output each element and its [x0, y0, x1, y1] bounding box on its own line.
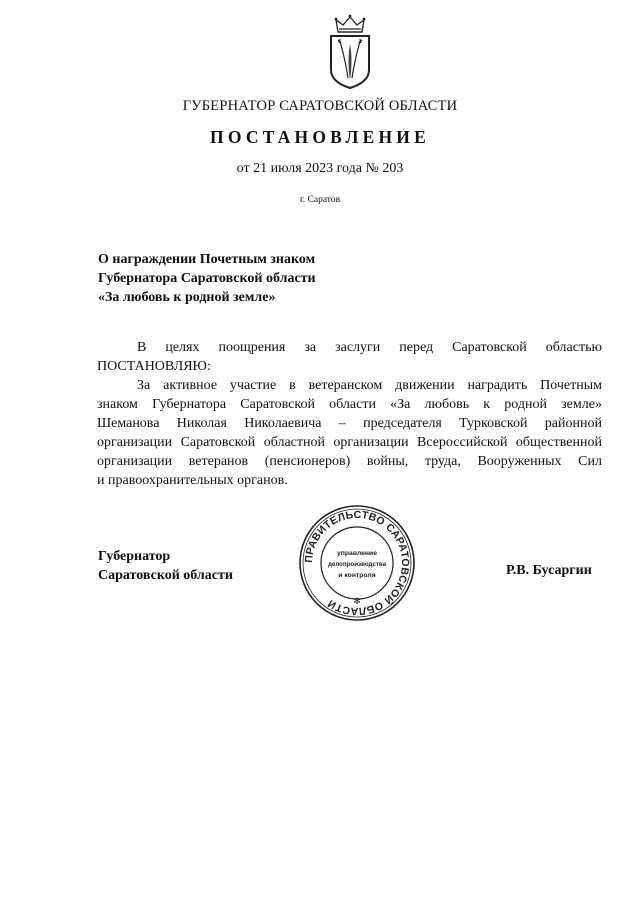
body-word: «За	[390, 397, 411, 412]
body-word: организации	[97, 435, 173, 450]
body-word: областной	[263, 435, 325, 450]
body-line	[97, 376, 602, 395]
body-word: движении	[395, 378, 455, 393]
body-word: Николаевича	[244, 416, 322, 431]
body-word: целях	[165, 340, 200, 355]
body-word: за	[304, 340, 317, 355]
body-word: ветеранском	[308, 378, 383, 393]
body-word: к	[483, 397, 491, 412]
body-word: (пенсионеров)	[264, 454, 351, 469]
body-word: участие	[229, 378, 277, 393]
svg-text:и контроля: и контроля	[338, 572, 376, 579]
body-word: Сил	[578, 454, 602, 469]
issuer-title: ГУБЕРНАТОР САРАТОВСКОЙ ОБЛАСТИ	[182, 98, 458, 114]
body-word: председателя	[363, 416, 442, 431]
document-date-number: от 21 июля 2023 года № 203	[236, 161, 404, 176]
svg-text:управление: управление	[337, 550, 377, 557]
svg-text:делопроизводства: делопроизводства	[327, 561, 387, 568]
body-line	[97, 433, 602, 452]
body-word: Почетным	[540, 378, 602, 393]
body-word: Шеманова	[97, 416, 160, 431]
body-word: общественной	[515, 435, 602, 450]
body-word: в	[289, 378, 296, 393]
body-word: любовь	[424, 397, 470, 412]
body-word: В	[137, 340, 147, 355]
body-line	[97, 414, 602, 433]
body-line: и правоохранительных органов.	[97, 473, 288, 488]
document-city: г. Саратов	[299, 195, 341, 205]
body-line: ПОСТАНОВЛЯЮ:	[97, 359, 211, 374]
body-word: Саратовской	[452, 340, 527, 355]
body-word: труда,	[424, 454, 461, 469]
svg-text:✻: ✻	[353, 597, 361, 607]
subject-line: Губернатора Саратовской области	[98, 271, 316, 286]
document-subject	[98, 250, 316, 307]
body-word: районной	[544, 416, 602, 431]
svg-text:ПРАВИТЕЛЬСТВО САРАТОВСКОЙ ОБЛА: ПРАВИТЕЛЬСТВО САРАТОВСКОЙ ОБЛАСТИ	[302, 508, 412, 618]
body-word: области	[329, 397, 376, 412]
body-word: Всероссийской	[417, 435, 508, 450]
signatory-position-line: Саратовской области	[98, 568, 233, 583]
subject-line: «За любовь к родной земле»	[98, 290, 276, 305]
body-line	[97, 452, 602, 471]
body-word: Вооруженных	[477, 454, 562, 469]
body-word: активное	[163, 378, 218, 393]
body-word: поощрения	[218, 340, 286, 355]
body-word: ветеранов	[188, 454, 249, 469]
official-seal-icon	[298, 504, 416, 622]
body-word: войны,	[366, 454, 409, 469]
body-word: организации	[333, 435, 409, 450]
body-word: заслуги	[335, 340, 381, 355]
body-word: Губернатора	[152, 397, 227, 412]
signatory-position-line: Губернатор	[98, 549, 171, 564]
body-word: За	[137, 378, 151, 393]
body-word: областью	[545, 340, 602, 355]
body-word: земле»	[561, 397, 602, 412]
body-word: знаком	[97, 397, 138, 412]
body-word: организации	[97, 454, 173, 469]
body-word: Саратовской	[240, 397, 315, 412]
document-type: ПОСТАНОВЛЕНИЕ	[210, 127, 430, 147]
body-word: Николая	[176, 416, 227, 431]
body-word: Турковской	[459, 416, 528, 431]
document-body	[97, 338, 602, 490]
body-line	[97, 338, 602, 357]
coat-of-arms-icon	[326, 14, 374, 90]
signatory-position	[98, 547, 233, 585]
body-word: –	[338, 416, 346, 431]
body-word: родной	[504, 397, 547, 412]
subject-line: О награждении Почетным знаком	[98, 252, 316, 267]
body-word: Саратовской	[180, 435, 256, 450]
body-word: перед	[399, 340, 434, 355]
signatory-name: Р.В. Бусаргин	[506, 563, 592, 578]
body-word: наградить	[467, 378, 528, 393]
body-line	[97, 395, 602, 414]
